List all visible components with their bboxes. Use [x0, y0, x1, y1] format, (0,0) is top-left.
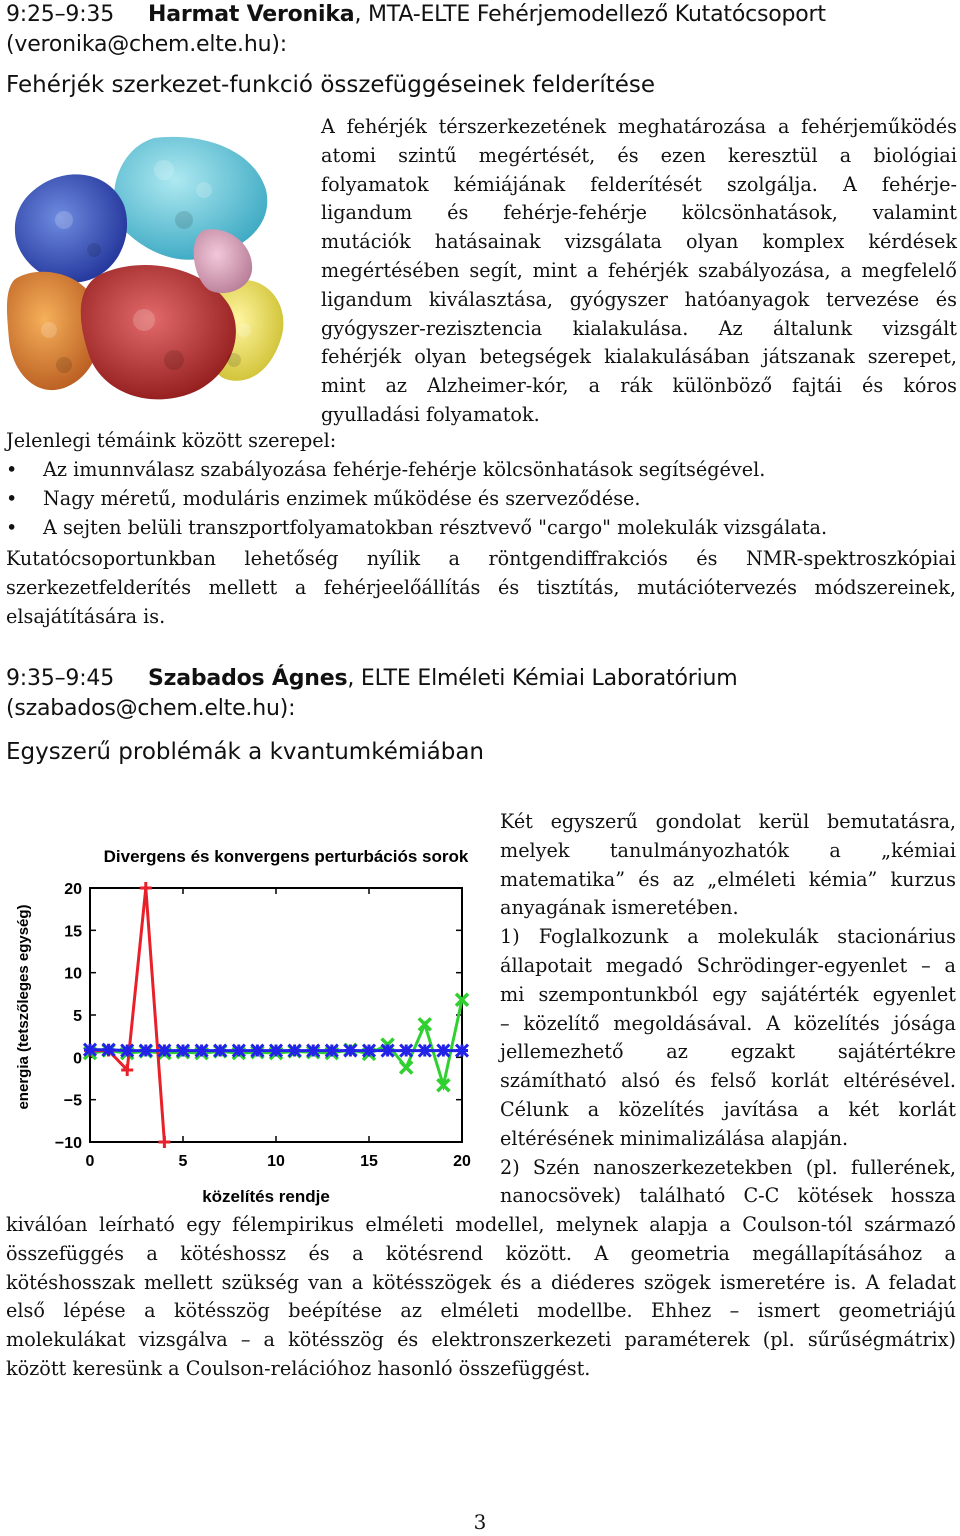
data-point-blue: [103, 1044, 115, 1056]
talk1-email: (veronika@chem.elte.hu):: [6, 32, 287, 57]
data-point-blue: [84, 1044, 96, 1056]
x-tick-label: 10: [267, 1153, 285, 1170]
talk1-affiliation: , MTA-ELTE Fehérjemodellező Kutatócsoport: [354, 2, 826, 27]
data-point-blue: [456, 1045, 468, 1057]
data-point-red: [158, 1136, 170, 1148]
data-point-blue: [419, 1045, 431, 1057]
plot-frame: [90, 888, 462, 1142]
data-point-blue: [326, 1045, 338, 1057]
list-item: [6, 514, 956, 543]
x-tick-label: 15: [360, 1153, 378, 1170]
talk1-topics-list: [6, 456, 956, 542]
side-line: eltérésének minimalizálása alapján.: [500, 1126, 849, 1150]
list-item: [6, 485, 956, 514]
paragraph-line: gyulladási folyamatok.: [321, 402, 540, 426]
talk2-email: (szabados@chem.elte.hu):: [6, 696, 296, 721]
protein-structure-image: [4, 130, 302, 415]
data-point-blue: [307, 1045, 319, 1057]
bullet-icon: •: [6, 515, 18, 539]
side-line: számítható alsó és felső korlát eltérésével.: [500, 1069, 956, 1093]
data-point-blue: [121, 1045, 133, 1057]
side-line: mi szempontunkból egy sajátérték egyenlet: [500, 982, 956, 1006]
talk1-title: Fehérjék szerkezet-funkció összefüggéseinek felderítése: [6, 72, 656, 98]
side-line: állapotait megadó Schrödinger-egyenlet – a: [500, 953, 956, 977]
talk1-closing: [6, 545, 956, 631]
side-line: 1) Foglalkozunk a molekulák stacionárius: [500, 925, 956, 949]
x-tick-label: 20: [453, 1153, 471, 1170]
y-tick-label: −5: [63, 1092, 82, 1110]
y-tick-label: 15: [64, 923, 82, 941]
data-point-blue: [177, 1045, 189, 1057]
page-number: 3: [473, 1510, 487, 1534]
data-point-blue: [196, 1045, 208, 1057]
perturbation-chart: [10, 840, 480, 1210]
side-line: nanocsövek) található C-C kötések hossza: [500, 1184, 956, 1208]
data-point-blue: [363, 1045, 375, 1057]
y-tick-label: 5: [73, 1008, 82, 1025]
bullet-icon: •: [6, 458, 18, 481]
side-line: melyek tanulmányozhatók a „kémiai: [500, 838, 956, 862]
talk2-title: Egyszerű problémák a kvantumkémiában: [6, 739, 485, 765]
x-tick-label: 5: [178, 1153, 188, 1170]
data-point-blue: [214, 1045, 226, 1057]
chart-svg: [10, 840, 480, 1210]
closing-line: szerkezetfelderítés mellett a fehérjeelőállítás és tisztítás, mutációtervezés módszereinek,: [6, 575, 956, 599]
talk1-topics-intro: Jelenlegi témáink között szerepel:: [6, 429, 337, 452]
data-point-blue: [251, 1045, 263, 1057]
talk2-time: 9:35–9:45: [6, 666, 115, 691]
side-line: jellemezhető az egzakt sajátértékre: [500, 1040, 956, 1064]
chart-title: Divergens és konvergens perturbációs sorok: [103, 847, 469, 866]
side-line: – közelítő megoldásával. A közelítés jósága: [500, 1011, 956, 1035]
full-line: kötéshosszak mellett szükség van a kötésszögek és a diéderes szögek ismeretére is. A feladat: [6, 1270, 956, 1294]
y-tick-label: 0: [73, 1050, 82, 1068]
paragraph-line: mutációk hatásainak vizsgálata olyan komplex kérdések: [321, 230, 957, 254]
data-point-blue: [400, 1045, 412, 1057]
data-point-blue: [140, 1045, 152, 1057]
topic-text: Nagy méretű, moduláris enzimek működése és szerveződése.: [43, 486, 641, 510]
full-line: összefüggés a kötéshossz és a kötésrend között. A geometria megállapításához a: [6, 1241, 956, 1265]
closing-line: elsajátítására is.: [6, 604, 166, 628]
talk2-affiliation: , ELTE Elméleti Kémiai Laboratórium: [347, 666, 738, 691]
talk1-paragraph: [321, 113, 957, 430]
x-axis-label: közelítés rendje: [202, 1187, 330, 1206]
bullet-icon: •: [6, 486, 18, 510]
side-line: matematika” és az „elméleti kémia” kurzus: [500, 867, 956, 891]
closing-line: Kutatócsoportunkban lehetőség nyílik a röntgendiffrakciós és NMR-spektroszkópiai: [6, 547, 956, 570]
talk2-full-text: [6, 1211, 956, 1384]
talk2-header-line1: [6, 664, 737, 694]
data-point-red: [140, 882, 152, 894]
side-line: Két egyszerű gondolat kerül bemutatásra,: [500, 810, 956, 833]
full-line: molekulákat vizsgálva – a kötésszög és elektronszerkezeti paraméterek (pl. sűrűségmátrix): [6, 1328, 956, 1352]
talk1-time: 9:25–9:35: [6, 2, 115, 27]
data-point-blue: [382, 1045, 394, 1057]
y-tick-label: −10: [54, 1135, 82, 1152]
data-point-green: [400, 1061, 412, 1073]
full-line: első lépése a kötésszög beépítése az elméleti modellbe. Ehhez – ismert geometriájú: [6, 1299, 956, 1323]
paragraph-line: fehérjék olyan betegségek kialakulásában játszanak szerepet,: [321, 345, 957, 369]
y-axis-label: energia (tetszőleges egység): [15, 904, 32, 1110]
series-line-green: [90, 1000, 462, 1086]
side-line: anyagának ismeretében.: [500, 896, 739, 920]
data-point-blue: [344, 1045, 356, 1057]
data-point-blue: [289, 1045, 301, 1057]
y-tick-label: 10: [64, 965, 82, 983]
full-line: között keresünk a Coulson-relációhoz hasonló összefüggést.: [6, 1356, 591, 1380]
talk1-speaker: Harmat Veronika: [147, 2, 355, 27]
paragraph-line: megértésében segít, mint a fehérjék szabályozása, a megfelelő: [321, 258, 957, 282]
topic-text: A sejten belüli transzportfolyamatokban résztvevő "cargo" molekulák vizsgálata.: [43, 515, 828, 539]
list-item: [6, 456, 956, 485]
data-point-blue: [270, 1045, 282, 1057]
side-line: 2) Szén nanoszerkezetekben (pl. fullerének,: [500, 1155, 956, 1179]
side-line: Célunk a közelítés javítása a két korlát: [500, 1097, 956, 1121]
data-point-blue: [437, 1045, 449, 1057]
talk2-speaker: Szabados Ágnes: [147, 666, 348, 691]
full-line: kiválóan leírható egy félempirikus elméleti modellel, melynek alapja a Coulson-tól származó: [6, 1213, 956, 1236]
paragraph-line: atomi szintű megértését, és ezen keresztül a biológiai: [321, 143, 957, 167]
x-tick-label: 0: [85, 1153, 95, 1170]
talk2-side-text: [500, 808, 956, 1211]
topic-text: Az imunnválasz szabályozása fehérje-fehérje kölcsönhatások segítségével.: [43, 458, 766, 481]
paragraph-line: folyamatok kémiájának felderítését szolgálja. A fehérje-: [321, 172, 957, 196]
data-point-blue: [158, 1045, 170, 1057]
paragraph-line: gyógyszer-rezisztencia kialakulása. Az általunk vizsgált: [321, 316, 957, 340]
paragraph-line: mint az Alzheimer-kór, a rák különböző fajtái és kóros: [321, 374, 957, 398]
series-line-red: [90, 888, 164, 1142]
data-point-blue: [233, 1045, 245, 1057]
paragraph-line: A fehérjék térszerkezetének meghatározása a fehérjeműködés: [321, 115, 957, 138]
paragraph-line: ligandum kiválasztása, gyógyszer hatóanyagok tervezése és: [321, 287, 957, 311]
talk1-header-line1: [6, 0, 826, 30]
paragraph-line: ligandum és fehérje-fehérje kölcsönhatások, valamint: [321, 201, 957, 225]
y-tick-label: 20: [64, 881, 82, 898]
